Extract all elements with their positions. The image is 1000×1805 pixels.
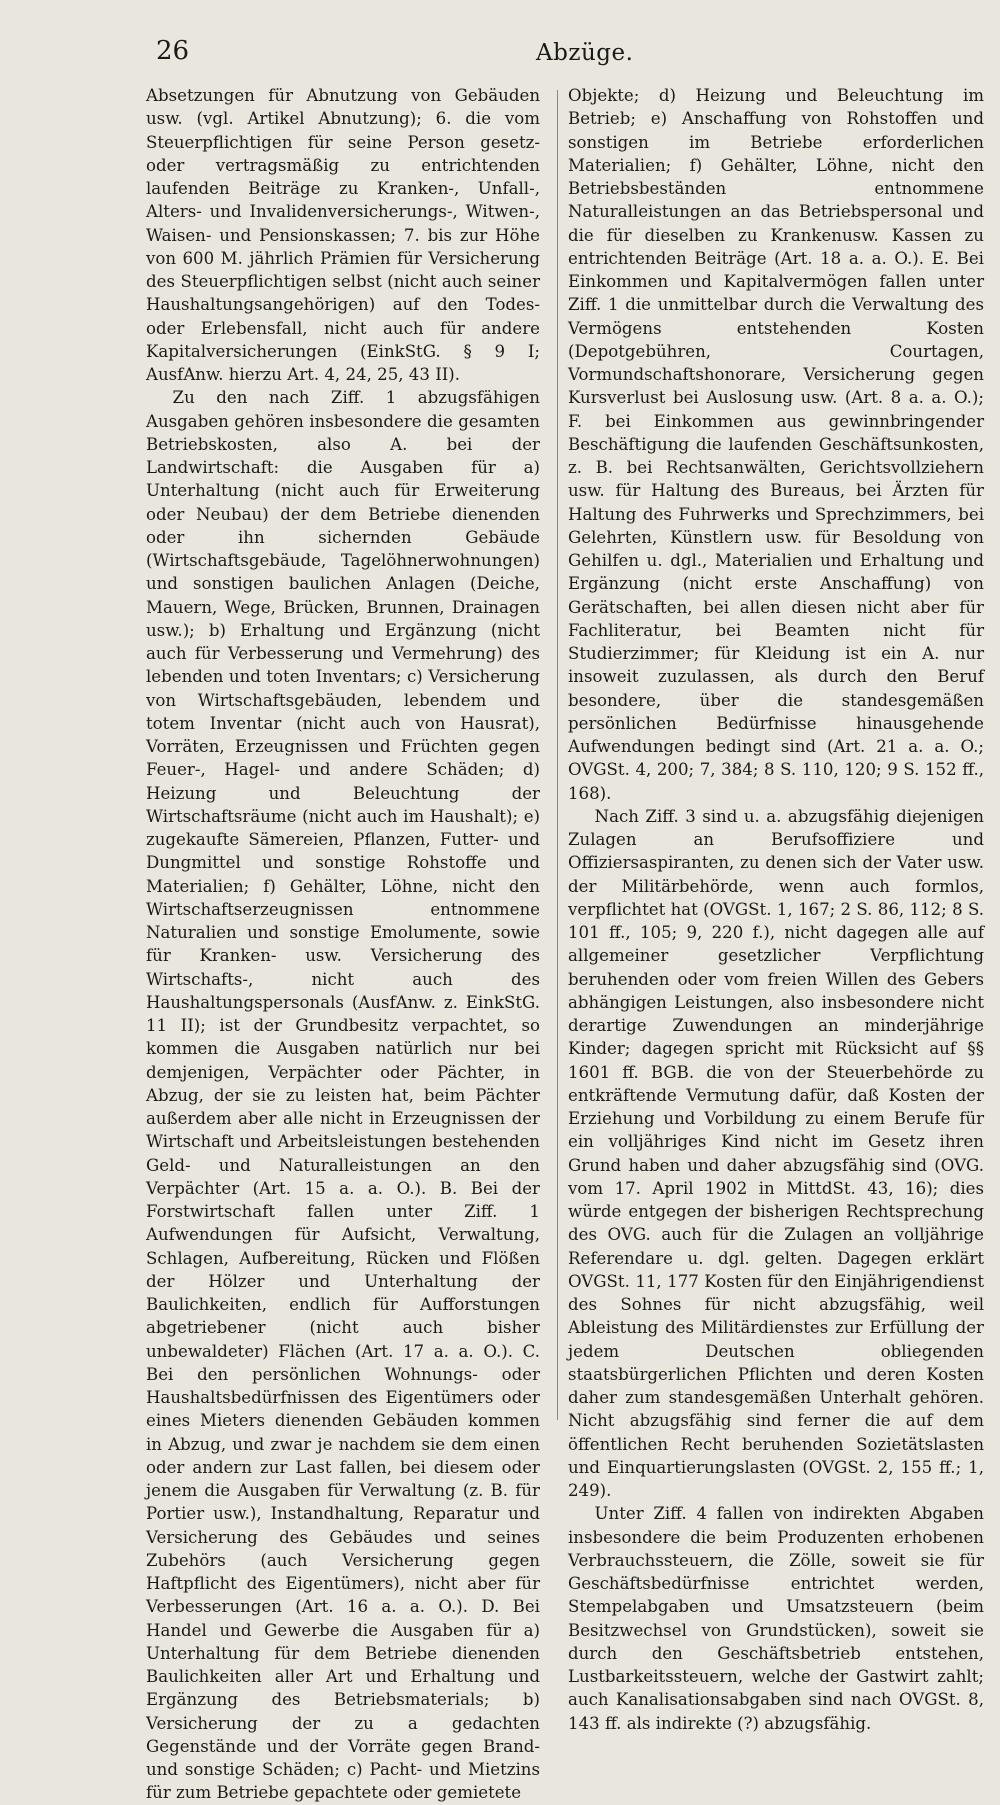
left-paragraph-2: Zu den nach Ziff. 1 abzugsfähigen Ausgaben gehören insbesondere die gesamten Betriebskosten, also A. bei der Landwirtschaft: die Ausgaben für a) Unterhaltung (nicht auch für Erweiterung oder Neubau) der dem Betriebe dienenden oder ihn sichernden Gebäude (Wirtschaftsgebäude, Tagelöhnerwohnungen) und sonstigen baulichen Anlagen (Deiche, Mauern, Wege, Brücken, Brunnen, Drainagen usw.); b) Erhaltung und Ergänzung (nicht auch für Verbesserung und Vermehrung) des lebenden und toten Inventars; c) Versicherung von Wirtschaftsgebäuden, lebendem und totem Inventar (nicht auch von Hausrat), Vorräten, Erzeugnissen und Früchten gegen Feuer-, Hagel- und andere Schäden; d) Heizung und Beleuchtung der Wirtschaftsräume (nicht auch im Haushalt); e) zugekaufte Sämereien, Pflanzen, Futter- und Dungmittel und sonstige Rohstoffe und Materialien; f) Gehälter, Löhne, nicht den Wirtschaftserzeugnissen entnommene Naturalien und sonstige Emolumente, sowie für Kranken- usw. Versicherung des Wirtschafts-, nicht auch des Haushaltungspersonals (AusfAnw. z. EinkStG. 11 II); ist der Grundbesitz verpachtet, so kommen die Ausgaben natürlich nur bei demjenigen, Verpächter oder Pächter, in Abzug, der sie zu leisten hat, beim Pächter außerdem aber alle nicht in Erzeugnissen der Wirtschaft und Arbeitsleistungen bestehenden Geld- und Naturalleistungen an den Verpächter (Art. 15 a. a. O.). B. Bei der Forstwirtschaft fallen unter Ziff. 1 Aufwendungen für Aufsicht, Verwaltung, Schlagen, Aufbereitung, Rücken und Flößen der Hölzer und Unterhaltung der Baulichkeiten, endlich für Aufforstungen abgetriebener (nicht auch bisher unbewaldeter) Flächen (Art. 17 a. a. O.). C. Bei den persönlichen Wohnungs- oder Haushaltsbedürfnissen des Eigentümers oder eines Mieters dienenden Gebäuden kommen in Abzug, und zwar je nachdem sie dem einen oder andern zur Last fallen, bei diesem oder jenem die Ausgaben für Verwaltung (z. B. für Portier usw.), Instandhaltung, Reparatur und Versicherung des Gebäudes und seines Zubehörs (auch Versicherung gegen Haftpflicht des Eigentümers), nicht aber für Verbesserungen (Art. 16 a. a. O.). D. Bei Handel und Gewerbe die Ausgaben für a) Unterhaltung für dem Betriebe dienenden Baulichkeiten aller Art und Erhaltung und Ergänzung des Betriebsmaterials; b) Versicherung der zu a gedachten Gegenstände und der Vorräte gegen Brand- und sonstige Schäden; c) Pacht- und Mietzins für zum Betriebe gepachtete oder gemietete (146, 388, 540, 1803)
running-head: Abzüge. (536, 40, 634, 66)
left-column (146, 84, 540, 1803)
left-paragraph-1: Absetzungen für Abnutzung von Gebäuden usw. (vgl. Artikel Abnutzung); 6. die vom Steuerpflichtigen für seine Person gesetz- oder vertragsmäßig zu entrichtenden laufenden Beiträge zu Kranken-, Unfall-, Alters- und Invalidenversicherungs-, Witwen-, Waisen- und Pensionskassen; 7. bis zur Höhe von 600 M. jährlich Prämien für Versicherung des Steuerpflichtigen selbst (nicht auch seiner Haushaltungsangehörigen) auf den Todes- oder Erlebensfall, nicht auch für andere Kapitalversicherungen (EinkStG. § 9 I; AusfAnw. hierzu Art. 4, 24, 25, 43 II). (146, 86, 540, 384)
right-paragraph-1: Objekte; d) Heizung und Beleuchtung im Betrieb; e) Anschaffung von Rohstoffen und sonstigen im Betriebe erforderlichen Materialien; f) Gehälter, Löhne, nicht den Betriebsbeständen entnommene Naturalleistungen an das Betriebspersonal und die für dieselben zu Krankenusw. Kassen zu entrichtenden Beiträge (Art. 18 a. a. O.). E. Bei Einkommen und Kapitalvermögen fallen unter Ziff. 1 die unmittelbar durch die Verwaltung des Vermögens entstehenden Kosten (Depotgebühren, Courtagen, Vormundschaftshonorare, Versicherung gegen Kursverlust bei Auslosung usw. (Art. 8 a. a. O.); F. bei Einkommen aus gewinnbringender Beschäftigung die laufenden Geschäftsunkosten, z. B. bei Rechtsanwälten, Gerichtsvollziehern usw. für Haltung des Bureaus, bei Ärzten für Haltung des Fuhrwerks und Sprechzimmers, bei Gelehrten, Künstlern usw. für Besoldung von Gehilfen u. dgl., Materialien und Erhaltung und Ergänzung (nicht erste Anschaffung) von Gerätschaften, bei allen diesen nicht aber für Fachliteratur, bei Beamten nicht für Studierzimmer; für Kleidung ist ein A. nur insoweit zuzulassen, als durch den Beruf besondere, über die standesgemäßen persönlichen Bedürfnisse hinausgehende Aufwendungen bedingt sind (Art. 21 a. a. O.; OVGSt. 4, 200; 7, 384; 8 S. 110, 120; 9 S. 152 ff., 168). (568, 86, 984, 803)
right-paragraph-3: Unter Ziff. 4 fallen von indirekten Abgaben insbesondere die beim Produzenten erhobenen Verbrauchssteuern, die Zölle, soweit sie für Geschäftsbedürfnisse entrichtet werden, Stempelabgaben und Umsatzsteuern (beim Besitzwechsel von Grundstücken), soweit sie durch den Geschäftsbetrieb entstehen, Lustbarkeitssteuern, welche der Gastwirt zahlt; auch Kanalisationsabgaben sind nach OVGSt. 8, 143 ff. als indirekte (?) abzugsfähig. (568, 1504, 984, 1733)
column-divider (557, 90, 558, 1420)
page-number: 26 (156, 36, 190, 66)
right-column (568, 84, 984, 1733)
right-paragraph-2: Nach Ziff. 3 sind u. a. abzugsfähig diejenigen Zulagen an Berufsoffiziere und Offiziersaspiranten, zu denen sich der Vater usw. der Militärbehörde, wenn auch formlos, verpflichtet hat (OVGSt. 1, 167; 2 S. 86, 112; 8 S. 101 ff., 105; 9, 220 f.), nicht dagegen alle auf allgemeiner gesetzlicher Verpflichtung beruhenden oder vom freien Willen des Gebers abhängigen Leistungen, also insbesondere nicht derartige Zuwendungen an minderjährige Kinder; dagegen spricht mit Rücksicht auf §§ 1601 ff. BGB. die von der Steuerbehörde zu entkräftende Vermutung dafür, daß Kosten der Erziehung und Vorbildung zu einem Berufe für ein volljähriges Kind nicht im Gesetz ihren Grund haben und daher abzugsfähig sind (OVG. vom 17. April 1902 in MittdSt. 43, 16); dies würde entgegen der bisherigen Rechtsprechung des OVG. auch für die Zulagen an volljährige Referendare u. dgl. gelten. Dagegen erklärt OVGSt. 11, 177 Kosten für den Einjährigendienst des Sohnes für nicht abzugsfähig, weil Ableistung des Militärdienstes zur Erfüllung der jedem Deutschen obliegenden staatsbürgerlichen Pflichten und deren Kosten daher zum standesgemäßen Unterhalt gehören. Nicht abzugsfähig sind ferner die auf dem öffentlichen Recht beruhenden Sozietätslasten und Einquartierungslasten (OVGSt. 2, 155 ff.; 1, 249). (568, 806, 984, 1500)
